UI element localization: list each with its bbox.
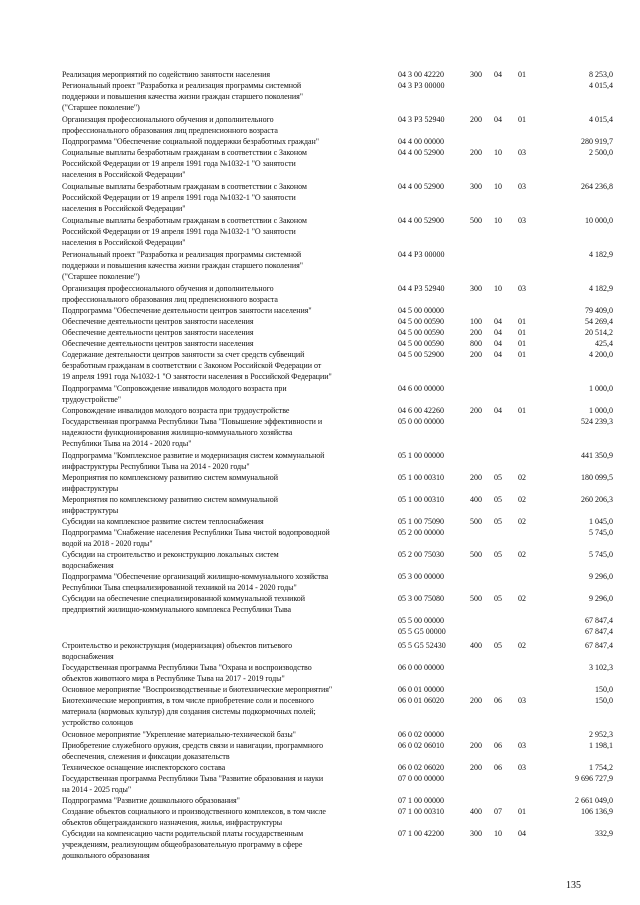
row-amount: 67 847,4: [585, 641, 613, 650]
row-subsection: 02: [518, 473, 526, 482]
row-amount: 8 253,0: [589, 70, 613, 79]
row-description: Подпрограмма "Снабжение населения Республики Тыва чистой водопроводной водой на 2018 - 2020 годы": [62, 528, 330, 548]
row-expense-type: 200: [470, 763, 482, 772]
row-expense-type: 200: [470, 115, 482, 124]
row-code: 04 5 00 52900: [398, 350, 444, 359]
row-amount: 9 296,0: [589, 594, 613, 603]
row-amount: 4 182,9: [589, 250, 613, 259]
row-code: 04 4 Р3 52940: [398, 284, 445, 293]
row-subsection: 01: [518, 317, 526, 326]
row-expense-type: 200: [470, 696, 482, 705]
row-expense-type: 100: [470, 317, 482, 326]
row-expense-type: 300: [470, 70, 482, 79]
row-subsection: 03: [518, 182, 526, 191]
row-amount: 4 200,0: [589, 350, 613, 359]
row-code: 05 2 00 00000: [398, 528, 444, 537]
row-code: 04 3 Р3 00000: [398, 81, 445, 90]
row-amount: 150,0: [595, 685, 613, 694]
row-code: 06 0 00 00000: [398, 663, 444, 672]
row-section: 05: [494, 594, 502, 603]
row-code: 05 1 00 00310: [398, 495, 444, 504]
row-amount: 1 000,0: [589, 384, 613, 393]
row-expense-type: 400: [470, 807, 482, 816]
row-amount: 260 206,3: [581, 495, 613, 504]
row-code: 04 5 00 00000: [398, 306, 444, 315]
row-subsection: 01: [518, 807, 526, 816]
row-code: 07 0 00 00000: [398, 774, 444, 783]
row-subsection: 02: [518, 641, 526, 650]
row-section: 05: [494, 641, 502, 650]
row-section: 10: [494, 148, 502, 157]
row-code: 05 3 00 75080: [398, 594, 444, 603]
row-amount: 4 015,4: [589, 115, 613, 124]
row-description: Субсидии на комплексное развитие систем теплоснабжения: [62, 517, 264, 526]
row-section: 06: [494, 763, 502, 772]
row-description: Подпрограмма "Обеспечение организаций жилищно-коммунального хозяйства Республики Тыва специализированной техникой на 2014 - 2020 годы": [62, 572, 329, 592]
row-expense-type: 200: [470, 148, 482, 157]
row-amount: 4 015,4: [589, 81, 613, 90]
row-subsection: 02: [518, 495, 526, 504]
row-expense-type: 400: [470, 641, 482, 650]
row-amount: 1 000,0: [589, 406, 613, 415]
row-code: 05 0 00 00000: [398, 417, 444, 426]
row-code: 05 5 G5 00000: [398, 627, 446, 636]
row-expense-type: 300: [470, 182, 482, 191]
row-code: 05 1 00 00310: [398, 473, 444, 482]
row-amount: 332,9: [595, 829, 613, 838]
row-code: 04 3 00 42220: [398, 70, 444, 79]
row-description: Биотехнические мероприятия, в том числе приобретение соли и посевного материала (кормовых культур) для создания системы подкормочных полей; устройство солонцов: [62, 696, 316, 727]
row-description: Техническое оснащение инспекторского состава: [62, 763, 226, 772]
row-amount: 3 102,3: [589, 663, 613, 672]
row-code: 06 0 01 06020: [398, 696, 444, 705]
row-description: Мероприятия по комплексному развитию систем коммунальной инфраструктуры: [62, 495, 278, 515]
row-subsection: 02: [518, 517, 526, 526]
row-code: 06 0 02 00000: [398, 730, 444, 739]
row-amount: 441 350,9: [581, 451, 613, 460]
row-subsection: 03: [518, 148, 526, 157]
row-description: Социальные выплаты безработным гражданам в соответствии с Законом Российской Федерации от 19 апреля 1991 года №1032-1 "О занятости населения в Российской Федерации": [62, 216, 307, 247]
row-description: Реализация мероприятий по содействию занятости населения: [62, 70, 270, 79]
row-subsection: 03: [518, 763, 526, 772]
row-section: 06: [494, 696, 502, 705]
row-section: 10: [494, 216, 502, 225]
row-subsection: 03: [518, 216, 526, 225]
row-description: Субсидии на компенсацию части родительской платы государственным учреждениям, реализующим общеобразовательную программу в сфере дошкольного образования: [62, 829, 304, 860]
row-section: 07: [494, 807, 502, 816]
row-expense-type: 200: [470, 406, 482, 415]
row-amount: 4 182,9: [589, 284, 613, 293]
row-subsection: 02: [518, 594, 526, 603]
row-subsection: 01: [518, 70, 526, 79]
row-section: 05: [494, 550, 502, 559]
row-description: Мероприятия по комплексному развитию систем коммунальной инфраструктуры: [62, 473, 278, 493]
row-code: 05 1 00 75090: [398, 517, 444, 526]
row-expense-type: 300: [470, 284, 482, 293]
row-section: 05: [494, 495, 502, 504]
row-amount: 1 045,0: [589, 517, 613, 526]
row-expense-type: 500: [470, 517, 482, 526]
row-expense-type: 200: [470, 473, 482, 482]
row-expense-type: 200: [470, 328, 482, 337]
row-section: 10: [494, 182, 502, 191]
row-description: Обеспечение деятельности центров занятости населения: [62, 339, 254, 348]
row-section: 10: [494, 284, 502, 293]
row-amount: 425,4: [595, 339, 613, 348]
row-code: 04 5 00 00590: [398, 339, 444, 348]
row-section: 04: [494, 406, 502, 415]
row-description: Создание объектов социального и производственного комплексов, в том числе объектов общегражданского назначения, жилья, инфраструктуры: [62, 807, 326, 827]
row-amount: 150,0: [595, 696, 613, 705]
row-amount: 106 136,9: [581, 807, 613, 816]
row-section: 05: [494, 517, 502, 526]
row-description: Обеспечение деятельности центров занятости населения: [62, 317, 254, 326]
row-code: 06 0 02 06010: [398, 741, 444, 750]
row-description: Основное мероприятие "Укрепление материально-технической базы": [62, 730, 296, 739]
row-code: 04 4 00 52900: [398, 216, 444, 225]
row-description: Основное мероприятие "Воспроизводственные и биотехнические мероприятия": [62, 685, 333, 694]
row-expense-type: 500: [470, 550, 482, 559]
row-description: Подпрограмма "Сопровождение инвалидов молодого возраста при трудоустройстве": [62, 384, 287, 404]
row-subsection: 01: [518, 328, 526, 337]
row-amount: 2 500,0: [589, 148, 613, 157]
row-amount: 524 239,3: [581, 417, 613, 426]
row-expense-type: 200: [470, 350, 482, 359]
row-code: 04 6 00 00000: [398, 384, 444, 393]
row-code: 05 3 00 00000: [398, 572, 444, 581]
row-code: 04 3 Р3 52940: [398, 115, 445, 124]
row-expense-type: 500: [470, 216, 482, 225]
row-amount: 5 745,0: [589, 528, 613, 537]
row-description: Подпрограмма "Обеспечение деятельности центров занятости населения": [62, 306, 312, 315]
row-code: 04 5 00 00590: [398, 328, 444, 337]
row-code: 06 0 01 00000: [398, 685, 444, 694]
row-code: 04 4 00 00000: [398, 137, 444, 146]
row-amount: 1 754,2: [589, 763, 613, 772]
row-subsection: 01: [518, 350, 526, 359]
row-description: Сопровождение инвалидов молодого возраста при трудоустройстве: [62, 406, 290, 415]
row-code: 04 5 00 00590: [398, 317, 444, 326]
row-expense-type: 800: [470, 339, 482, 348]
page-number: 135: [566, 880, 581, 891]
row-code: 07 1 00 00000: [398, 796, 444, 805]
row-expense-type: 300: [470, 829, 482, 838]
row-description: Субсидии на обеспечение специализированной коммунальной техникой предприятий жилищно-коммунального комплекса Республики Тыва: [62, 594, 305, 614]
row-expense-type: 400: [470, 495, 482, 504]
row-code: 05 2 00 75030: [398, 550, 444, 559]
row-amount: 280 919,7: [581, 137, 613, 146]
row-amount: 54 269,4: [585, 317, 613, 326]
row-section: 04: [494, 70, 502, 79]
row-code: 04 4 Р3 00000: [398, 250, 445, 259]
row-amount: 2 661 049,0: [575, 796, 613, 805]
row-subsection: 04: [518, 829, 526, 838]
row-amount: 79 409,0: [585, 306, 613, 315]
row-description: Содержание деятельности центров занятости за счет средств субвенций безработным гражданам в соответствии с Законом Российской Федерации от 19 апреля 1991 года №1032-1 "О занятости населения в Российской Федерации": [62, 350, 332, 381]
row-description: Подпрограмма "Комплексное развитие и модернизация систем коммунальной инфраструктуры Республики Тыва на 2014 - 2020 годы": [62, 451, 325, 471]
row-code: 07 1 00 00310: [398, 807, 444, 816]
row-description: Подпрограмма "Развитие дошкольного образования": [62, 796, 240, 805]
row-amount: 180 099,5: [581, 473, 613, 482]
row-section: 04: [494, 115, 502, 124]
row-description: Государственная программа Республики Тыва "Развитие образования и науки на 2014 - 2025 годы": [62, 774, 324, 794]
row-description: Обеспечение деятельности центров занятости населения: [62, 328, 254, 337]
row-section: 04: [494, 328, 502, 337]
row-amount: 9 296,0: [589, 572, 613, 581]
row-code: 04 4 00 52900: [398, 148, 444, 157]
row-description: Приобретение служебного оружия, средств связи и навигации, программного обеспечения, слежения и фиксации доказательств: [62, 741, 324, 761]
row-subsection: 02: [518, 550, 526, 559]
row-section: 04: [494, 350, 502, 359]
row-subsection: 03: [518, 696, 526, 705]
row-amount: 2 952,3: [589, 730, 613, 739]
row-subsection: 03: [518, 284, 526, 293]
row-subsection: 01: [518, 115, 526, 124]
row-amount: 20 514,2: [585, 328, 613, 337]
row-code: 04 6 00 42260: [398, 406, 444, 415]
row-amount: 10 000,0: [585, 216, 613, 225]
row-code: 06 0 02 06020: [398, 763, 444, 772]
row-amount: 264 236,8: [581, 182, 613, 191]
row-section: 04: [494, 317, 502, 326]
row-description: Региональный проект "Разработка и реализация программы системной поддержки и повышения качества жизни граждан старшего поколения" ("Старшее поколение"): [62, 250, 303, 281]
row-description: Подпрограмма "Обеспечение социальной поддержки безработных граждан": [62, 137, 319, 146]
row-section: 04: [494, 339, 502, 348]
row-amount: 1 198,1: [589, 741, 613, 750]
row-subsection: 01: [518, 339, 526, 348]
row-amount: 67 847,4: [585, 627, 613, 636]
row-description: Организация профессионального обучения и дополнительного профессионального образования лиц предпенсионного возраста: [62, 115, 278, 135]
row-section: 06: [494, 741, 502, 750]
row-description: Организация профессионального обучения и дополнительного профессионального образования лиц предпенсионного возраста: [62, 284, 278, 304]
row-description: Региональный проект "Разработка и реализация программы системной поддержки и повышения качества жизни граждан старшего поколения" ("Старшее поколение"): [62, 81, 303, 112]
row-description: Социальные выплаты безработным гражданам в соответствии с Законом Российской Федерации от 19 апреля 1991 года №1032-1 "О занятости населения в Российской Федерации": [62, 182, 307, 213]
row-code: 05 1 00 00000: [398, 451, 444, 460]
row-subsection: 03: [518, 741, 526, 750]
row-amount: 5 745,0: [589, 550, 613, 559]
row-amount: 9 696 727,9: [575, 774, 613, 783]
row-description: Государственная программа Республики Тыва "Повышение эффективности и надежности функционирования жилищно-коммунального хозяйства Республики Тыва на 2014 - 2020 годы": [62, 417, 323, 448]
row-code: 05 5 G5 52430: [398, 641, 446, 650]
row-code: 07 1 00 42200: [398, 829, 444, 838]
row-description: Социальные выплаты безработным гражданам в соответствии с Законом Российской Федерации от 19 апреля 1991 года №1032-1 "О занятости населения в Российской Федерации": [62, 148, 307, 179]
row-code: 05 5 00 00000: [398, 616, 444, 625]
row-expense-type: 200: [470, 741, 482, 750]
row-expense-type: 500: [470, 594, 482, 603]
row-section: 05: [494, 473, 502, 482]
row-amount: 67 847,4: [585, 616, 613, 625]
row-code: 04 4 00 52900: [398, 182, 444, 191]
row-subsection: 01: [518, 406, 526, 415]
row-description: Субсидии на строительство и реконструкцию локальных систем водоснабжения: [62, 550, 279, 570]
row-description: Государственная программа Республики Тыва "Охрана и воспроизводство объектов животного мира в Республике Тыва на 2017 - 2019 годы": [62, 663, 312, 683]
row-description: Строительство и реконструкция (модернизация) объектов питьевого водоснабжения: [62, 641, 293, 661]
row-section: 10: [494, 829, 502, 838]
